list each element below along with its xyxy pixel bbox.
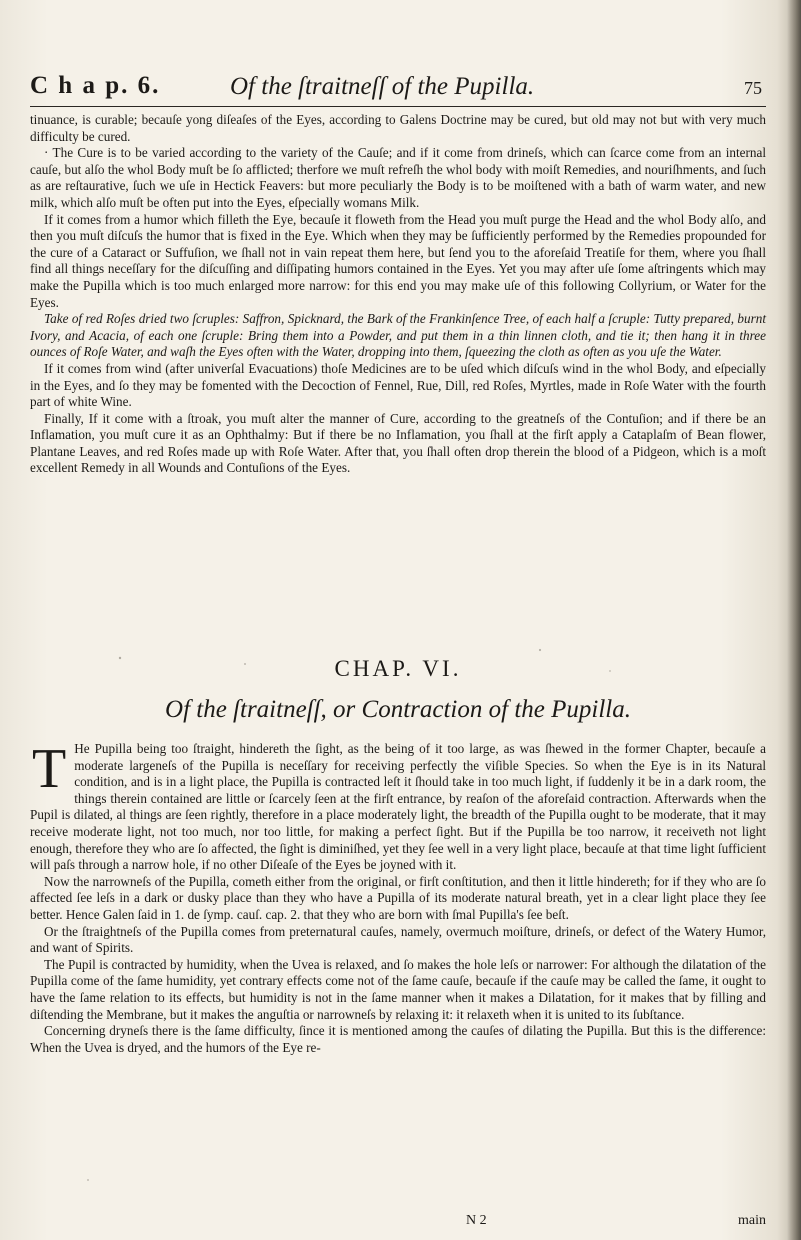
running-title: Of the ſtraitneſſ of the Pupilla. [230, 73, 535, 100]
paragraph: Or the ſtraightneſs of the Pupilla comes from preternatural cauſes, namely, overmuch moiſture, drineſs, or defect of the Watery Humor, and want of Spirits. [30, 923, 766, 956]
paragraph: · The Cure is to be varied according to the variety of the Cauſe; and if it come from drineſs, which can ſcarce come from an internal cauſe, but alſo the whol Body muſt be ſo afflicted; therfore we muſt refreſh the whol body with moiſt Remedies, and nouriſhments, and ſuch as are reſtaurative, ſuch we uſe in Hectick Feavers: but more peculiarly the Body is to be moiſtened with a bath of warm water, and new milk, which alſo muſt be often put into the Eyes, eſpecially womans Milk. [30, 145, 766, 210]
catchword: main [738, 1213, 766, 1228]
paragraph: If it comes from a humor which filleth the Eye, becauſe it floweth from the Head you muſt purge the Head and the whol Body alſo, and then you muſt diſcuſs the humor that is fixed in the Eye. Which when they may be ſufficiently performed by the Remedies propounded for the cure of a Cataract or Suffuſion, we ſhall not in vain repeat them here, but ſend you to the aforeſaid Treatiſe for them, where you ſhall find all things neceſſary for the diſcuſſing and diſſipating humors contained in the Eyes. Yet you may after uſe ſome aſtringents which may make the Pupilla which is too much enlarged more narrow: for this end you may make uſe of this following Collyrium, or Water for the Eyes. [30, 211, 766, 310]
paragraph: The Pupil is contracted by humidity, when the Uvea is relaxed, and ſo makes the hole leſs or narrower: For although the dilatation of the Pupilla come of the ſame humidity, yet contrary effects come not of the ſame cauſe, becauſe if the cauſe may be called the ſame, it ought to have the ſame relation to its effects, but humidity is not in the ſame manner when it makes a Dilatation, for it makes that by filling and diſtending the Membrane, but it makes the anguſtia or narrowneſs by relaxing it: it relaxeth when it is united to its ſubſtance. [30, 956, 766, 1022]
paragraph: tinuance, is curable; becauſe yong diſeaſes of the Eyes, according to Galens Doctrine may be cured, but old may not but with very much difficulty be cured. [30, 112, 766, 144]
chapter-label: C h a p. 6. [30, 72, 161, 99]
paragraph: Finally, If it come with a ſtroak, you muſt alter the manner of Cure, according to the greatneſs of the Contuſion; and if there be an Inflamation, you muſt cure it as an Ophthalmy: But if there be no Inflamation, you ſhall at the firſt apply a Cataplaſm of Bean flower, Plantane Leaves, and red Roſes made up with Roſe Water. After that, you ſhall often drop therein the blood of a Pidgeon, which is a moſt excellent Remedy in all Wounds and Contuſions of the Eyes. [30, 410, 766, 476]
section-previous-chapter [30, 112, 766, 477]
drop-cap: T [32, 738, 67, 800]
chapter-title: Of the ſtraitneſſ, or Contraction of the Pupilla. [165, 696, 631, 723]
opening-paragraph [30, 738, 766, 874]
opening-text: He Pupilla being too ſtraight, hindereth the ſight, as the being of it too large, as was ſhewed in the former Chapter, becauſe a moderate largeneſs of the Pupilla is neceſſary for receiving perfectly the viſible Species. So when the Eye is in its Natural condition, and is in a light place, the Pupilla is contracted leſt it ſhould take in too much light, if ſuddenly it be in a dark room, the things therein contained are little or ſcarcely ſeen at the firſt entrance, by reaſon of the aforeſaid contraction. Afterwards when the Pupil is dilated, al things are ſeen rightly, therefore in a place moderately light, the breadth of the Pupilla ought to be moderate, that it may receive moderate light, not too much, nor too little, for making a perfect ſight. But if the Pupilla be too narrow, it receiveth not light enough, therefore they who are ſo affected, the ſight is diminiſhed, yet they ſee well in a very light place, becauſe at that time light ſufficient will paſs through a narrow hole, if no other Diſeaſe of the Eyes be joyned with it. [30, 741, 766, 873]
recipe-paragraph: Take of red Roſes dried two ſcruples: Saffron, Spicknard, the Bark of the Frankinſence Tree, of each half a ſcruple: Tutty prepared, burnt Ivory, and Acacia, of each one ſcruple: Bring them into a Powder, and put them in a thin linnen cloth, and tie it; then hang it in three ounces of Roſe Water, and waſh the Eyes often with the Water, dropping into them, ſqueezing the cloth as often as you uſe the Water. [30, 311, 766, 360]
paragraph: Now the narrowneſs of the Pupilla, cometh either from the original, or firſt conſtitution, and then it little hindereth; for if they who are ſo affected ſee leſs in a dark or dusky place than they who have a Pupilla of its moderate natural breath, yet in a clear light place they ſee better. Hence Galen ſaid in 1. de ſymp. cauſ. cap. 2. that they who are born with ſmal Pupilla's ſee beſt. [30, 873, 766, 922]
page-edge-shadow [787, 0, 801, 1240]
page-number: 75 [744, 78, 762, 98]
running-head [30, 72, 766, 107]
page-footer [30, 1213, 766, 1231]
section-chapter-six [30, 738, 766, 1056]
chapter-heading: CHAP. VI. [334, 656, 462, 681]
signature-mark: N 2 [466, 1213, 487, 1228]
paragraph: If it comes from wind (after univerſal Evacuations) thoſe Medicines are to be uſed which diſcuſs wind in the whol Body, and eſpecially in the Eyes, and ſo they may be fomented with the Decoction of Fennel, Rue, Dill, red Roſes, Myrtles, made in Roſe Water with the fourth part of white Wine. [30, 360, 766, 410]
paragraph: Concerning dryneſs there is the ſame difficulty, ſince it is mentioned among the cauſes of dilating the Pupilla. But this is the difference: When the Uvea is dryed, and the humors of the Eye re- [30, 1023, 766, 1055]
